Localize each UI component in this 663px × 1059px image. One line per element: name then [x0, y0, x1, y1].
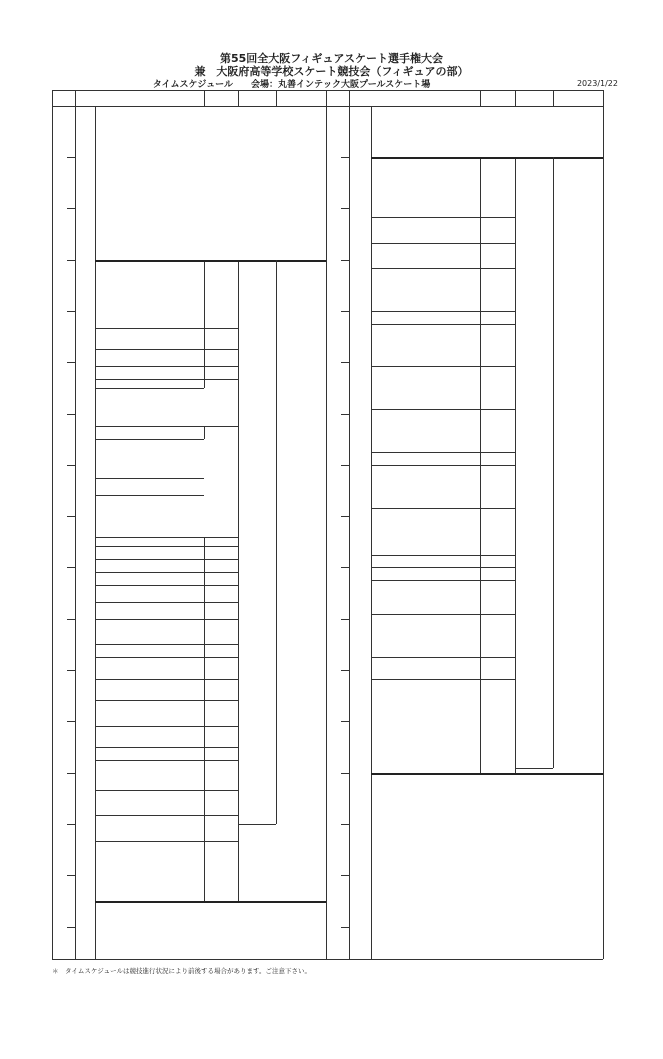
event-rink	[480, 409, 515, 452]
event-rink	[204, 657, 238, 678]
close-line	[371, 773, 603, 775]
event-rink	[204, 619, 238, 645]
table-left-border	[52, 90, 53, 959]
event-name	[371, 324, 480, 367]
hour-tick	[341, 824, 349, 825]
hour-column-line	[75, 106, 76, 959]
event-rink	[480, 465, 515, 508]
event-rink	[204, 602, 238, 619]
event-name	[95, 760, 204, 790]
event-rink	[480, 666, 515, 679]
check-column-end	[238, 824, 276, 825]
hour-tick	[341, 208, 349, 209]
hour-tick	[341, 260, 349, 261]
event-boundary	[95, 328, 238, 329]
hour-tick	[67, 773, 75, 774]
hour-tick	[67, 208, 75, 209]
event-boundary	[371, 217, 515, 218]
hour-tick	[341, 516, 349, 517]
title-line1: 第55回全大阪フィギュアスケート選手権大会	[220, 52, 443, 65]
hour-tick	[67, 619, 75, 620]
hour-tick	[341, 773, 349, 774]
rink-column-line	[515, 157, 516, 773]
hour-tick	[341, 157, 349, 158]
event-name	[95, 657, 204, 678]
event-boundary	[371, 657, 515, 658]
event-rink	[204, 815, 238, 841]
hour-tick	[67, 567, 75, 568]
event-name	[95, 478, 204, 495]
close-line	[95, 901, 326, 903]
event-name	[95, 379, 204, 388]
event-name	[95, 537, 204, 546]
event-name	[371, 567, 480, 580]
rink-group	[204, 495, 238, 538]
hour-tick	[341, 619, 349, 620]
event-name	[371, 311, 480, 324]
event-name	[371, 580, 480, 614]
event-name	[95, 559, 204, 572]
hour-tick	[67, 875, 75, 876]
hour-tick	[341, 927, 349, 928]
event-rink	[204, 349, 238, 366]
hour-tick	[67, 927, 75, 928]
hour-tick	[341, 311, 349, 312]
event-rink	[204, 679, 238, 700]
event-name	[95, 572, 204, 585]
hour-tick	[341, 465, 349, 466]
event-name	[95, 747, 204, 760]
event-name	[371, 409, 480, 452]
rink-group	[204, 388, 238, 426]
event-name	[95, 546, 204, 559]
event-rink	[480, 366, 515, 409]
event-name	[95, 328, 204, 349]
hour-tick	[67, 721, 75, 722]
header-divider	[276, 90, 277, 106]
event-name	[95, 439, 204, 477]
event-name	[371, 243, 480, 269]
event-rink	[480, 580, 515, 614]
event-name	[95, 815, 204, 841]
event-name	[95, 726, 204, 747]
table-top-border	[52, 90, 603, 91]
event-rink	[480, 243, 515, 269]
hour-tick	[67, 362, 75, 363]
event-name	[95, 790, 204, 816]
hour-tick	[341, 670, 349, 671]
hour-tick	[341, 362, 349, 363]
rink-column-line	[238, 260, 239, 901]
event-name	[95, 349, 204, 366]
event-rink	[480, 268, 515, 311]
header-divider	[553, 90, 554, 106]
subtitle: タイムスケジュール 会場：丸善インテック大阪プールスケート場	[152, 80, 431, 90]
check-column-line	[276, 260, 277, 824]
check-column-end	[515, 768, 553, 769]
event-name	[371, 508, 480, 555]
hour-tick	[67, 414, 75, 415]
event-name	[95, 366, 204, 379]
document-date: 2023/1/22	[576, 79, 618, 88]
event-rink	[204, 760, 238, 790]
hour-tick	[67, 465, 75, 466]
hour-tick	[67, 516, 75, 517]
event-name	[95, 679, 204, 700]
hour-column-line	[349, 106, 350, 959]
header-divider	[480, 90, 481, 106]
event-rink	[480, 217, 515, 243]
hour-tick	[67, 157, 75, 158]
hour-tick	[67, 260, 75, 261]
table-bottom-border	[52, 959, 603, 960]
event-name	[95, 426, 204, 439]
header-divider	[349, 90, 350, 106]
event-rink	[204, 366, 238, 379]
event-rink	[204, 726, 238, 747]
footnote: ＊ タイムスケジュールは競技進行状況により前後する場合があります。ご注意下さい。	[52, 967, 311, 975]
event-name	[95, 388, 204, 426]
open-line	[95, 260, 326, 262]
event-rink	[480, 508, 515, 555]
hour-tick	[67, 311, 75, 312]
event-rink	[480, 614, 515, 657]
event-boundary	[371, 679, 515, 680]
hour-tick	[341, 875, 349, 876]
title-line2: 兼 大阪府高等学校スケート競技会（フィギュアの部）	[194, 65, 469, 78]
header-divider	[204, 90, 205, 106]
day-divider	[326, 90, 327, 959]
header-bottom-line	[52, 106, 603, 107]
event-rink	[204, 585, 238, 602]
table-right-border	[603, 90, 604, 959]
event-name	[371, 666, 480, 679]
event-rink	[480, 324, 515, 367]
hour-tick	[341, 414, 349, 415]
event-name	[371, 452, 480, 465]
event-name	[95, 495, 204, 538]
event-rink	[204, 328, 238, 349]
hour-tick	[341, 721, 349, 722]
hour-tick	[67, 670, 75, 671]
header-divider	[515, 90, 516, 106]
event-rink	[480, 555, 515, 568]
event-rink	[204, 790, 238, 816]
event-rink	[204, 572, 238, 585]
header-divider	[238, 90, 239, 106]
event-name	[95, 585, 204, 602]
event-name	[95, 644, 204, 657]
header-divider	[75, 90, 76, 106]
check-column-line	[553, 157, 554, 768]
event-name	[371, 268, 480, 311]
event-name	[95, 700, 204, 726]
event-name	[371, 465, 480, 508]
rink-group	[204, 439, 238, 495]
hour-tick	[67, 824, 75, 825]
event-name	[95, 619, 204, 645]
hour-tick	[341, 567, 349, 568]
event-rink	[204, 559, 238, 572]
event-name	[371, 555, 480, 568]
event-name	[371, 366, 480, 409]
event-name	[371, 217, 480, 243]
event-rink	[204, 700, 238, 726]
open-line	[371, 157, 603, 159]
event-name	[371, 614, 480, 657]
event-boundary	[95, 841, 238, 842]
event-name	[95, 602, 204, 619]
